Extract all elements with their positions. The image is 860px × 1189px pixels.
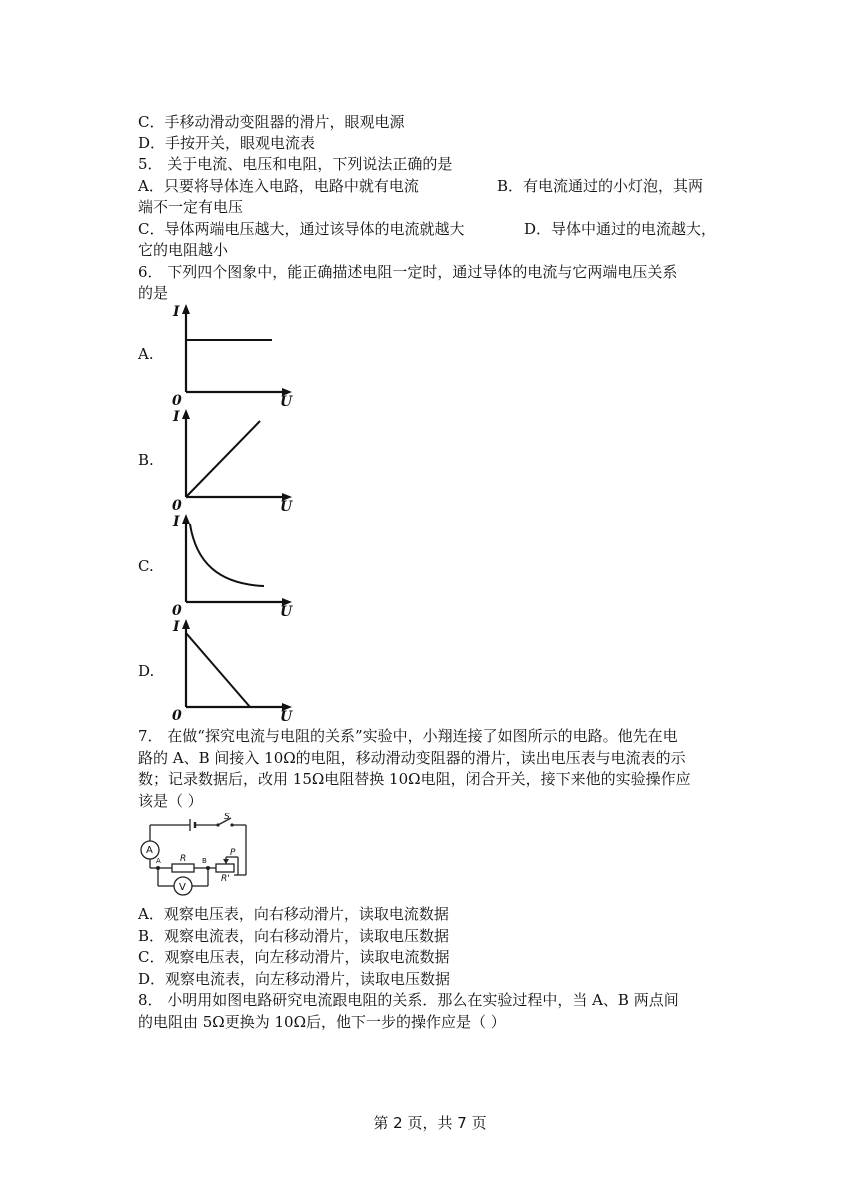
q6-graph-a [168, 302, 298, 407]
q6-graph-b [168, 407, 298, 512]
svg-text:R: R [180, 854, 187, 864]
q5-option-c: C．导体两端电压越大，通过该导体的电流就越大 [138, 220, 465, 238]
q4-option-c: C．手移动滑动变阻器的滑片，眼观电源 [138, 113, 405, 131]
svg-text:S: S [224, 813, 230, 822]
q5-option-d: D．导体中通过的电流越大， [524, 220, 717, 238]
q8-stem: 8． 小明用如图电路研究电流跟电阻的关系．那么在实验过程中，当 A、B 两点间 [138, 991, 679, 1009]
q6-option-b-label: B. [138, 451, 154, 469]
q7-option-d: D．观察电流表，向左移动滑片，读取电压数据 [138, 970, 451, 988]
q6-option-d-label: D. [138, 662, 155, 680]
q5-option-d-cont: 它的电阻越小 [138, 241, 229, 259]
svg-text:A: A [146, 845, 153, 856]
svg-text:U: U [280, 709, 293, 722]
svg-text:I: I [173, 409, 180, 425]
q5-option-b: B．有电流通过的小灯泡，其两 [497, 177, 704, 195]
svg-text:I: I [173, 514, 180, 530]
svg-text:A: A [156, 857, 161, 865]
q4-option-d: D．手按开关，眼观电流表 [138, 134, 316, 152]
svg-text:0: 0 [172, 603, 182, 617]
q7-stem-cont-1: 路的 A、B 间接入 10Ω的电阻，移动滑动变阻器的滑片，读出电压表与电流表的示 [138, 749, 686, 767]
graph-b-line [186, 421, 260, 497]
q7-stem: 7． 在做“探究电流与电阻的关系”实验中，小翔连接了如图所示的电路。他先在电 [138, 727, 678, 745]
q6-stem-cont: 的是 [138, 284, 169, 302]
svg-text:U: U [280, 394, 293, 407]
svg-text:U: U [280, 499, 293, 512]
svg-text:P: P [230, 848, 236, 858]
q7-option-b: B．观察电流表，向右移动滑片，读取电压数据 [138, 927, 450, 945]
q7-circuit-diagram [138, 813, 256, 901]
q5-option-a: A．只要将导体连入电路，电路中就有电流 [138, 177, 419, 195]
svg-text:U: U [280, 604, 293, 617]
q5-stem: 5． 关于电流、电压和电阻，下列说法正确的是 [138, 155, 453, 173]
q6-graph-c [168, 512, 298, 617]
q8-stem-cont: 的电阻由 5Ω更换为 10Ω后，他下一步的操作应是（ ） [138, 1013, 506, 1031]
resistor-r [172, 864, 194, 872]
q7-option-a: A．观察电压表，向右移动滑片，读取电流数据 [138, 905, 449, 923]
svg-text:0: 0 [172, 393, 182, 407]
q6-stem: 6． 下列四个图象中，能正确描述电阻一定时，通过导体的电流与它两端电压关系 [138, 263, 678, 281]
svg-text:I: I [173, 619, 180, 635]
q6-graph-d [168, 617, 298, 722]
rheostat [216, 864, 234, 872]
q7-option-c: C．观察电压表，向左移动滑片，读取电流数据 [138, 948, 450, 966]
svg-text:B: B [202, 857, 207, 865]
page-number: 第 2 页，共 7 页 [373, 1114, 487, 1132]
q6-option-c-label: C. [138, 557, 154, 575]
q5-option-b-cont: 端不一定有电压 [138, 198, 244, 216]
svg-text:0: 0 [172, 708, 182, 722]
svg-text:I: I [173, 304, 180, 320]
q7-stem-cont-3: 该是（ ） [138, 792, 203, 810]
graph-d-line [186, 633, 250, 707]
svg-text:0: 0 [172, 498, 182, 512]
svg-text:R': R' [221, 874, 230, 884]
q6-option-a-label: A. [138, 345, 154, 363]
q7-stem-cont-2: 数；记录数据后，改用 15Ω电阻替换 10Ω电阻，闭合开关，接下来他的实验操作应 [138, 770, 691, 788]
graph-c-curve [190, 524, 264, 586]
svg-text:V: V [179, 882, 186, 893]
